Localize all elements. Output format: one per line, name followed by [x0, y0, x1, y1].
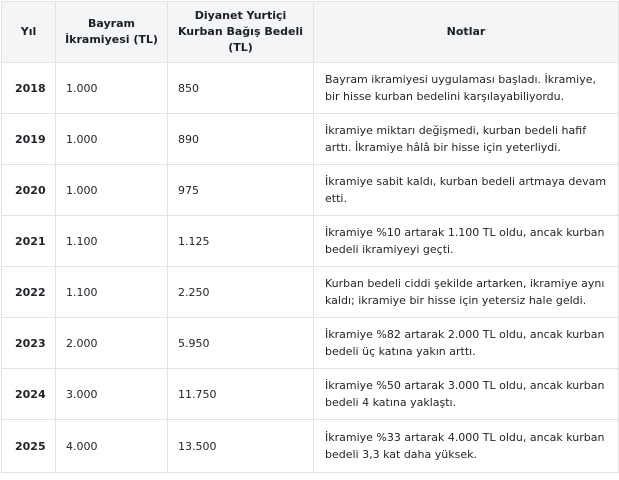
table-row — [2, 369, 619, 420]
cell-note: İkramiye %50 artarak 3.000 TL oldu, ancak kurban bedeli 4 katına yaklaştı. — [314, 369, 619, 420]
cell-ikramiye: 1.100 — [56, 267, 168, 318]
cell-ikramiye: 3.000 — [56, 369, 168, 420]
cell-ikramiye: 4.000 — [56, 420, 168, 473]
cell-year: 2020 — [2, 165, 56, 216]
table-row — [2, 318, 619, 369]
cell-note: Kurban bedeli ciddi şekilde artarken, ikramiye aynı kaldı; ikramiye bir hisse için yetersiz hale geldi. — [314, 267, 619, 318]
header-bayram-ikramiyesi: Bayram İkramiyesi (TL) — [56, 2, 168, 63]
cell-year: 2018 — [2, 63, 56, 114]
cell-kurban-bedeli: 5.950 — [168, 318, 314, 369]
cell-ikramiye: 1.100 — [56, 216, 168, 267]
cell-year: 2022 — [2, 267, 56, 318]
cell-note: Bayram ikramiyesi uygulaması başladı. İkramiye, bir hisse kurban bedelini karşılayabiliyordu. — [314, 63, 619, 114]
table-row — [2, 114, 619, 165]
cell-kurban-bedeli: 1.125 — [168, 216, 314, 267]
cell-year: 2023 — [2, 318, 56, 369]
header-kurban-bedeli: Diyanet Yurtiçi Kurban Bağış Bedeli (TL) — [168, 2, 314, 63]
cell-note: İkramiye %33 artarak 4.000 TL oldu, ancak kurban bedeli 3,3 kat daha yüksek. — [314, 420, 619, 473]
data-table — [1, 1, 619, 473]
header-year: Yıl — [2, 2, 56, 63]
cell-year: 2025 — [2, 420, 56, 473]
cell-note: İkramiye sabit kaldı, kurban bedeli artmaya devam etti. — [314, 165, 619, 216]
cell-kurban-bedeli: 11.750 — [168, 369, 314, 420]
cell-ikramiye: 1.000 — [56, 63, 168, 114]
cell-kurban-bedeli: 850 — [168, 63, 314, 114]
table-row — [2, 165, 619, 216]
cell-ikramiye: 1.000 — [56, 114, 168, 165]
cell-note: İkramiye miktarı değişmedi, kurban bedeli hafif arttı. İkramiye hâlâ bir hisse için yeterliydi. — [314, 114, 619, 165]
cell-kurban-bedeli: 13.500 — [168, 420, 314, 473]
table-header — [2, 2, 619, 63]
table-row — [2, 63, 619, 114]
header-row — [2, 2, 619, 63]
cell-year: 2024 — [2, 369, 56, 420]
table-body — [2, 63, 619, 473]
cell-year: 2021 — [2, 216, 56, 267]
cell-note: İkramiye %10 artarak 1.100 TL oldu, ancak kurban bedeli ikramiyeyi geçti. — [314, 216, 619, 267]
cell-year: 2019 — [2, 114, 56, 165]
cell-ikramiye: 1.000 — [56, 165, 168, 216]
table-row — [2, 216, 619, 267]
cell-kurban-bedeli: 890 — [168, 114, 314, 165]
header-notlar: Notlar — [314, 2, 619, 63]
table-row — [2, 420, 619, 473]
table-row — [2, 267, 619, 318]
cell-kurban-bedeli: 975 — [168, 165, 314, 216]
cell-kurban-bedeli: 2.250 — [168, 267, 314, 318]
cell-ikramiye: 2.000 — [56, 318, 168, 369]
cell-note: İkramiye %82 artarak 2.000 TL oldu, ancak kurban bedeli üç katına yakın arttı. — [314, 318, 619, 369]
